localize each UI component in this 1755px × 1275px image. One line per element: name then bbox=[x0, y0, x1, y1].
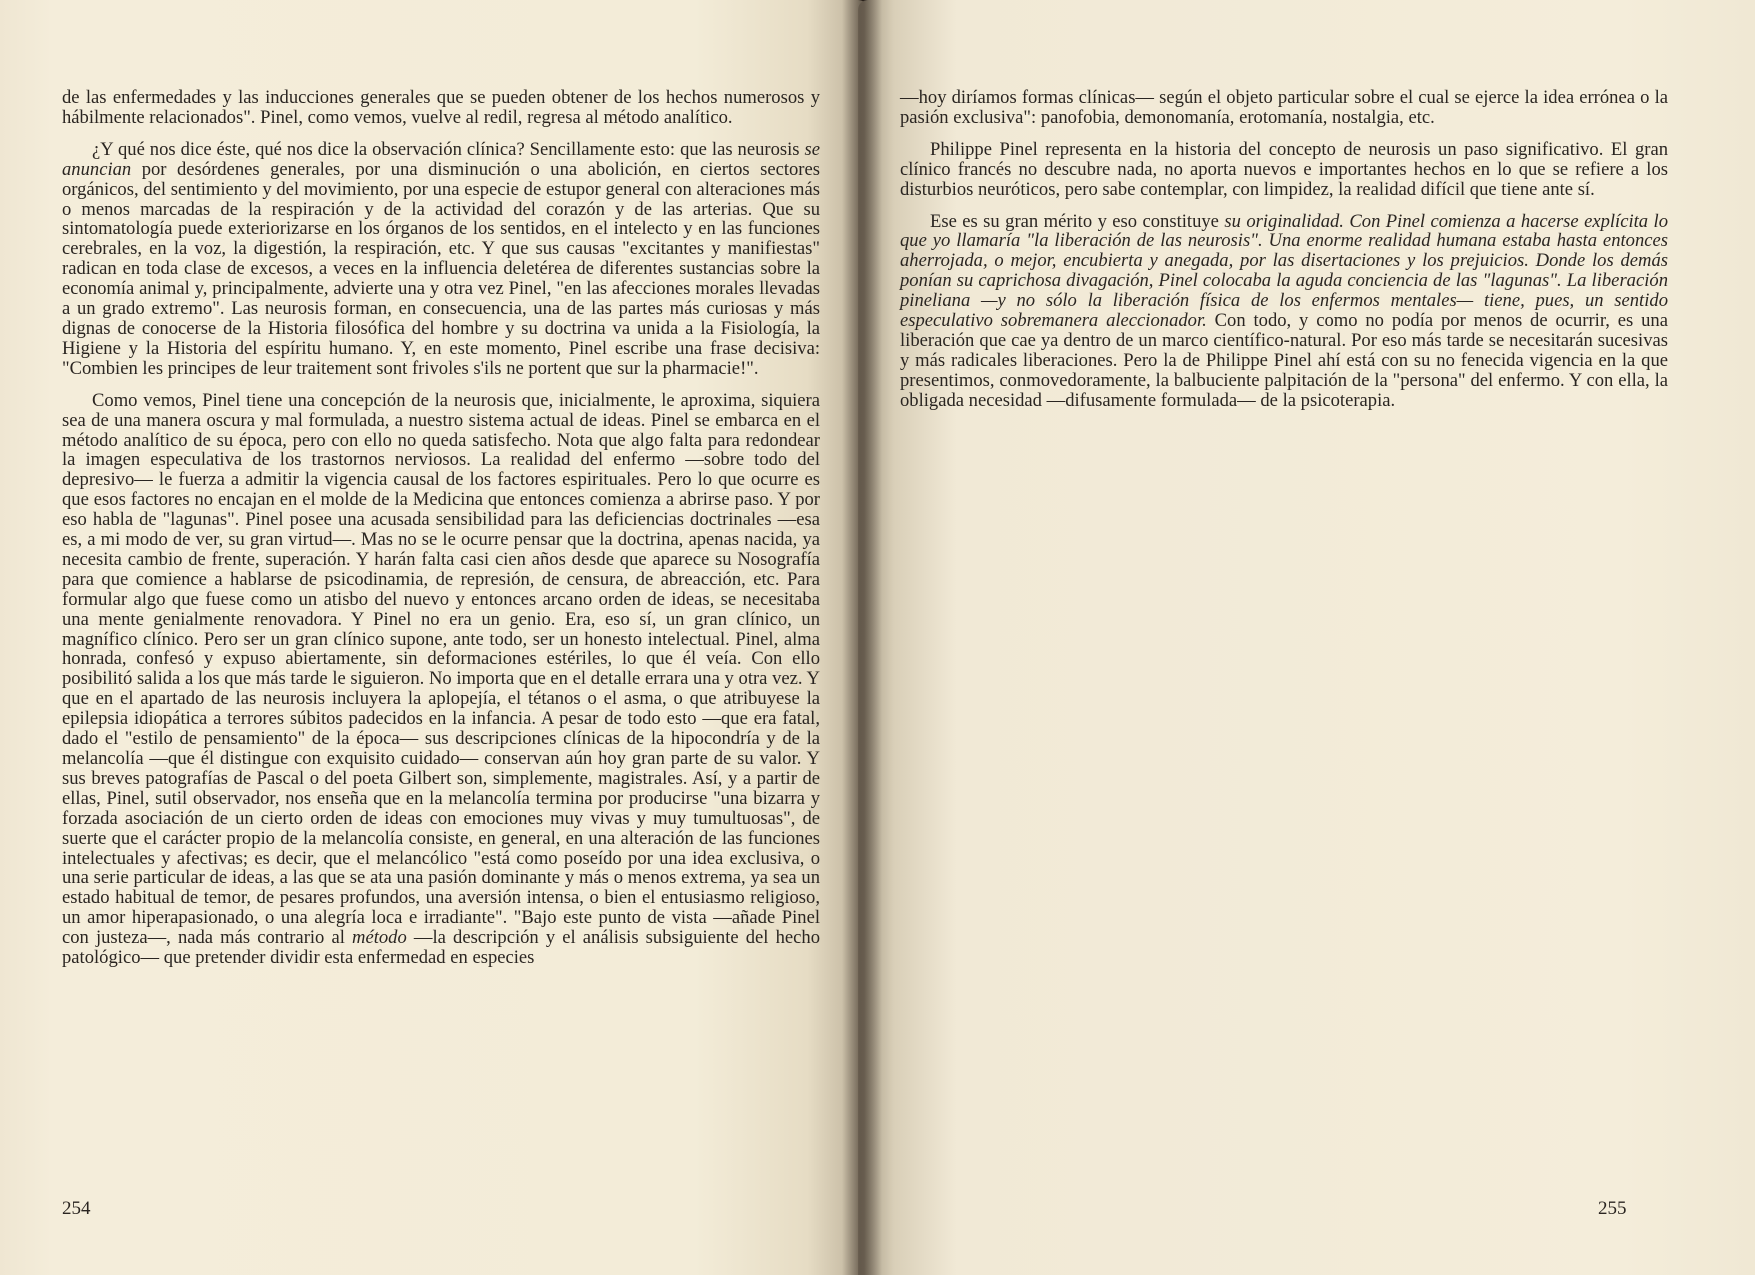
italic-text: método bbox=[352, 927, 407, 949]
right-page-text bbox=[900, 88, 1668, 423]
right-page bbox=[858, 0, 1755, 1275]
paragraph: ¿Y qué nos dice éste, qué nos dice la observación clínica? Sencillamente esto: que las neurosis se anuncian por desórdenes generales, por una disminución o una abolición, en ciertos sectores orgánicos, del sentimiento y del movimiento, por una especie de estupor general con alteraciones más o menos marcadas de la respiración y de la actividad del corazón y de las arterias. Que su sintomatología puede exteriorizarse en los órganos de los sentidos, en el intelecto y en las funciones cerebrales, en la voz, la digestión, la respiración, etc. Y que sus causas "excitantes y manifiestas" radican en toda clase de excesos, a veces en la influencia deletérea de diferentes sustancias sobre la economía animal y, principalmente, advierte una y otra vez Pinel, "en las afecciones morales llevadas a un grado extremo". Las neurosis forman, en consecuencia, una de las partes más curiosas y más dignas de conocerse de la Historia filosófica del hombre y su doctrina va unida a la Fisiología, la Higiene y la Historia del espíritu humano. Y, en este momento, Pinel escribe una frase decisiva: "Combien les principes de leur traitement sont frivoles s'ils ne portent que sur la pharmacie!". bbox=[62, 138, 820, 379]
paragraph: Como vemos, Pinel tiene una concepción de la neurosis que, inicialmente, le aproxima, siquiera sea de una manera oscura y mal formulada, a nuestro sistema actual de ideas. Pinel se embarca en el método analítico de su época, pero con ello no queda satisfecho. Nota que algo falta para redondear la imagen especulativa de los trastornos nerviosos. La realidad del enfermo —sobre todo del depresivo— le fuerza a admitir la vigencia causal de los factores espirituales. Pero lo que ocurre es que esos factores no encajan en el molde de la Medicina que entonces comienza a abrirse paso. Y por eso habla de "lagunas". Pinel posee una acusada sensibilidad para las deficiencias doctrinales —esa es, a mi modo de ver, su gran virtud—. Mas no se le ocurre pensar que la doctrina, apenas nacida, ya necesita cambio de frente, superación. Y harán falta casi cien años desde que aparece su Nosografía para que comience a hablarse de psicodinamia, de represión, de censura, de abreacción, etc. Para formular algo que fuese como un atisbo del nuevo y entonces arcano orden de ideas, se necesitaba una mente genialmente renovadora. Y Pinel no era un genio. Era, eso sí, un gran clínico, un magnífico clínico. Pero ser un gran clínico supone, ante todo, ser un honesto intelectual. Pinel, alma honrada, confesó y expuso abiertamente, sin deformaciones estériles, lo que él veía. Con ello posibilitó salida a los que más tarde le siguieron. No importa que en el detalle errara una y otra vez. Y que en el apartado de las neurosis incluyera la aplopejía, el tétanos o el asma, o que atribuyese la epilepsia idiopática a terrores súbitos padecidos en la infancia. A pesar de todo esto —que era fatal, dado el "estilo de pensamiento" de la época— sus descripciones clínicas de la hipocondría y de la melancolía —que él distingue con exquisito cuidado— conservan aún hoy gran parte de su valor. Y sus breves patografías de Pascal o del poeta Gilbert son, simplemente, magistrales. Así, y a partir de ellas, Pinel, sutil observador, nos enseña que en la melancolía termina por producirse "una bizarra y forzada asociación de un cierto orden de ideas con emociones muy vivas y muy tumultuosas", de suerte que el carácter propio de la melancolía consiste, en general, en una alteración de las funciones intelectuales y afectivas; es decir, que el melancólico "está como poseído por una idea exclusiva, o una serie particular de ideas, a las que se ata una pasión dominante y más o menos extrema, ya sea un estado habitual de temor, de pesares profundos, una aversión intensa, o bien el entusiasmo religioso, un amor hiperapasionado, o una alegría loca e irradiante". "Bajo este punto de vista —añade Pinel con justeza—, nada más contrario al método —la descripción y el análisis subsiguiente del hecho patológico— que pretender dividir esta enfermedad en especies bbox=[62, 389, 820, 969]
page-number: 254 bbox=[62, 1198, 91, 1219]
paragraph: —hoy diríamos formas clínicas— según el objeto particular sobre el cual se ejerce la idea errónea o la pasión exclusiva": panofobia, demonomanía, erotomanía, nostalgia, etc. bbox=[900, 87, 1668, 128]
book-gutter bbox=[842, 0, 882, 1275]
paragraph: de las enfermedades y las inducciones generales que se pueden obtener de los hechos numerosos y hábilmente relacionados". Pinel, como vemos, vuelve al redil, regresa al método analítico. bbox=[62, 87, 820, 128]
left-page bbox=[0, 0, 868, 1275]
italic-text: su originalidad. Con Pinel comienza a hacerse explícita lo que yo llamaría "la liberación de las neurosis". Una enorme realidad humana estaba hasta entonces aherrojada, o mejor, encubierta y anegada, por las disertaciones y los prejuicios. Donde los demás ponían su caprichosa divagación, Pinel colocaba la aguda conciencia de las "lagunas". La liberación pineliana —y no sólo la liberación física de los enfermos mentales— tiene, pues, un sentido especulativo sobremanera aleccionador. bbox=[900, 210, 1668, 332]
paragraph: Ese es su gran mérito y eso constituye su originalidad. Con Pinel comienza a hacerse explícita lo que yo llamaría "la liberación de las neurosis". Una enorme realidad humana estaba hasta entonces aherrojada, o mejor, encubierta y anegada, por las disertaciones y los prejuicios. Donde los demás ponían su caprichosa divagación, Pinel colocaba la aguda conciencia de las "lagunas". La liberación pineliana —y no sólo la liberación física de los enfermos mentales— tiene, pues, un sentido especulativo sobremanera aleccionador. Con todo, y como no podía por menos de ocurrir, es una liberación que cae ya dentro de un marco científico-natural. Por eso más tarde se necesitarán sucesivas y más radicales liberaciones. Pero la de Philippe Pinel ahí está con su no fenecida vigencia en la que presentimos, conmovedoramente, la balbuciente palpitación de la "persona" del enfermo. Y con ella, la obligada necesidad —difusamente formulada— de la psicoterapia. bbox=[900, 210, 1668, 411]
paragraph: Philippe Pinel representa en la historia del concepto de neurosis un paso significativo. El gran clínico francés no descubre nada, no aporta nuevos e importantes hechos en lo que se refiere a los disturbios neuróticos, pero sabe contemplar, con limpidez, la realidad difícil que tiene ante sí. bbox=[900, 138, 1668, 200]
italic-text: se anuncian bbox=[62, 138, 820, 180]
left-page-text bbox=[62, 88, 820, 980]
page-number: 255 bbox=[1598, 1198, 1627, 1219]
